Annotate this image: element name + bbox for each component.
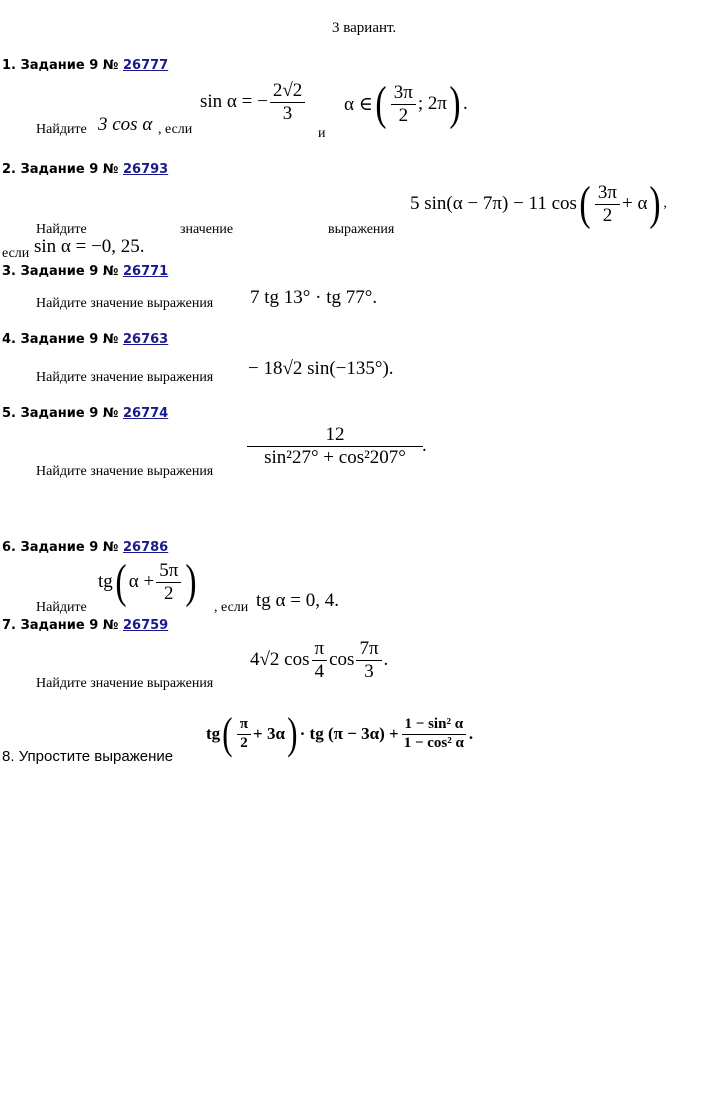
task-1-link[interactable]: 26777 xyxy=(122,58,169,73)
task-2-word-expression: выражения xyxy=(328,222,395,237)
task-4-link[interactable]: 26763 xyxy=(122,332,169,347)
task-1-expr: 3 cos α xyxy=(98,114,153,135)
task-1-and: и xyxy=(318,126,326,141)
task-5-heading: 5. Задание 9 № 26774 xyxy=(2,406,169,421)
task-6-expr: tg ( α + $\frac{5\pi}{2}$ ) xyxy=(98,555,197,608)
task-8-label: 8. Упростите выражение xyxy=(2,748,174,765)
task-3-find: Найдите значение выражения xyxy=(36,296,214,311)
task-7-expr: 4√2 cos $\frac{\pi}{4}$ cos $\frac{7\pi}{3}$ . xyxy=(250,638,389,682)
task-2-expr: 5 sin(α − 7π) − 11 cos ( $\frac{3\pi}{2}$ + α ) , xyxy=(410,177,667,230)
task-2-cond: sin α = −0, 25. xyxy=(34,236,145,257)
task-2-link[interactable]: 26793 xyxy=(122,162,169,177)
task-3-link[interactable]: 26771 xyxy=(122,264,169,279)
task-5-link[interactable]: 26774 xyxy=(122,406,169,421)
task-4-find: Найдите значение выражения xyxy=(36,370,214,385)
task-3-heading: 3. Задание 9 № 26771 xyxy=(2,264,169,279)
task-1-cond: sin α = − $\frac{2√2}{3}$ xyxy=(200,80,307,125)
task-1-esli: , если xyxy=(158,122,193,137)
task-8-expr: tg ( $\frac{\pi}{2}$ + 3α ) · tg (π − 3α) + $\frac{\text{1 − sin² α}}{\text{1 − cos² α}}$ . xyxy=(206,709,474,758)
task-5-find: Найдите значение выражения xyxy=(36,464,214,479)
task-1-find: Найдите xyxy=(36,122,87,137)
task-6-link[interactable]: 26786 xyxy=(122,540,169,555)
task-6-esli: , если xyxy=(214,600,249,615)
task-1-interval: α ∈ ( $\frac{3\pi}{2}$ ; 2π ) . xyxy=(344,77,468,130)
task-4-expr: − 18√2 sin(−135°). xyxy=(248,358,394,379)
task-6-cond: tg α = 0, 4. xyxy=(256,590,339,611)
task-7-link[interactable]: 26759 xyxy=(122,618,169,633)
task-2-word-find: Найдите xyxy=(36,222,87,237)
task-6-find: Найдите xyxy=(36,600,87,615)
task-7-heading: 7. Задание 9 № 26759 xyxy=(2,618,169,633)
task-4-heading: 4. Задание 9 № 26763 xyxy=(2,332,169,347)
task-2-heading: 2. Задание 9 № 26793 xyxy=(2,162,169,177)
task-3-expr: 7 tg 13° · tg 77°. xyxy=(250,287,378,308)
task-5-expr: $\frac{12}{\text{sin²27° + cos²207°}}$ . xyxy=(248,424,427,469)
page-title: 3 вариант. xyxy=(332,20,397,36)
task-2-word-value: значение xyxy=(180,222,234,237)
task-7-find: Найдите значение выражения xyxy=(36,676,214,691)
task-6-heading: 6. Задание 9 № 26786 xyxy=(2,540,169,555)
task-2-esli: если xyxy=(2,246,30,261)
task-1-heading: 1. Задание 9 № 26777 xyxy=(2,58,169,73)
